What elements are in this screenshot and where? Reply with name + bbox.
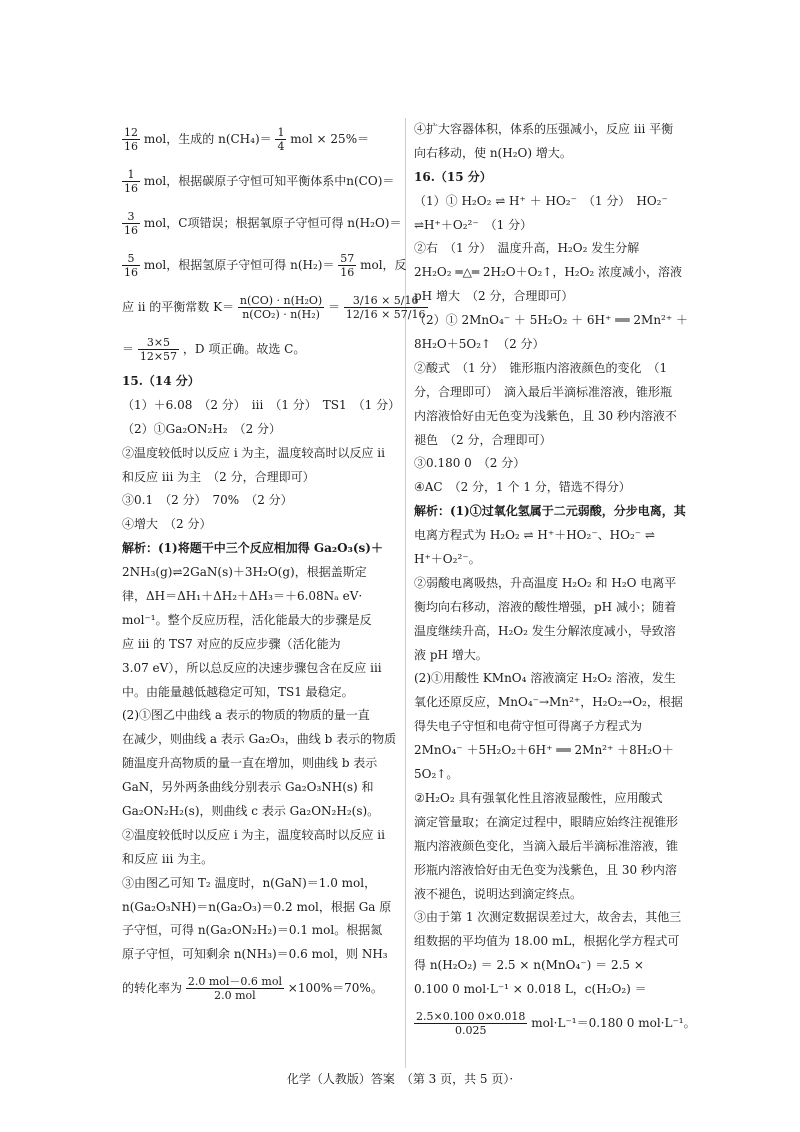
- left-text-line: 和反应 iii 为主。: [122, 851, 214, 866]
- left-text-line: GaN，另外两条曲线分别表示 Ga₂O₃NH(s) 和: [122, 780, 374, 795]
- left-line-2: $\frac{1}{16}$ mol，根据碳原子守恒可知平衡体系中n(CO)＝: [124, 168, 395, 195]
- left-text-line: Ga₂ON₂H₂(s)，则曲线 c 表示 Ga₂ON₂H₂(s)。: [122, 804, 380, 819]
- right-text-line: 瓶内溶液颜色变化，当滴入最后半滴标准溶液，锥: [414, 838, 679, 853]
- left-text-line: ③由图乙可知 T₂ 温度时，n(GaN)＝1.0 mol，: [122, 875, 377, 890]
- left-text-line: (2)①图乙中曲线 a 表示的物质的物质的量一直: [122, 708, 370, 723]
- fraction: $\frac{1}{4}$: [277, 126, 285, 153]
- left-column: [122, 118, 426, 1009]
- right-text-line: 电离方程式为 H₂O₂ ⇌ H⁺＋HO₂⁻、HO₂⁻ ⇌: [414, 528, 655, 543]
- right-text-line: ⇌H⁺＋O₂²⁻ （1 分）: [414, 217, 533, 232]
- fraction: $\frac{3\times 5}{12\times 57}$: [139, 336, 178, 363]
- right-text-line: 得失电子守恒和电荷守恒可得离子方程式为: [414, 719, 643, 734]
- left-text-line: 15.（14 分）: [122, 374, 200, 388]
- right-text-line: 0.100 0 mol·L⁻¹ × 0.018 L，c(H₂O₂) ＝: [414, 982, 647, 997]
- left-text-line: ③0.1 （2 分） 70% （2 分）: [122, 493, 293, 508]
- right-text-line: 向右移动，使 n(H₂O) 增大。: [414, 145, 572, 160]
- left-text-line: 2NH₃(g)⇌2GaN(s)＋3H₂O(g)，根据盖斯定: [122, 565, 367, 580]
- right-text-line: 2MnO₄⁻ ＋5H₂O₂＋6H⁺ ══ 2Mn²⁺ ＋8H₂O＋: [414, 743, 674, 758]
- right-text-line: 5O₂↑。: [414, 767, 459, 782]
- right-text-line: 衡均向右移动，溶液的酸性增强，pH 减小；随着: [414, 599, 676, 614]
- left-line-last: 的转化率为 $\frac{\text{2.0 mol－0.6 mol}}{\text{2.0 mol}}$ ×100%＝70%。: [122, 975, 383, 1003]
- right-text-line: H⁺＋O₂²⁻。: [414, 552, 481, 567]
- left-text-line: ②温度较低时以反应 i 为主，温度较高时以反应 ii: [122, 827, 385, 842]
- page-footer: 化学（人教版）答案 （第 3 页，共 5 页）·: [286, 1072, 514, 1086]
- right-text-line: 组数据的平均值为 18.00 mL，根据化学方程式可: [414, 934, 680, 949]
- right-text-line: 2H₂O₂ ═△═ 2H₂O＋O₂↑，H₂O₂ 浓度减小，溶液: [414, 265, 683, 280]
- right-text-line: pH 增大 （2 分，合理即可）: [414, 289, 574, 304]
- right-text-line: ②弱酸电离吸热，升高温度 H₂O₂ 和 H₂O 电离平: [414, 575, 677, 590]
- left-text-line: ②温度较低时以反应 i 为主，温度较高时以反应 ii: [122, 445, 385, 460]
- right-text-line: 得 n(H₂O₂) ＝ 2.5 × n(MnO₄⁻) ＝ 2.5 ×: [414, 958, 644, 973]
- fraction: $\frac{57}{16}$: [340, 252, 355, 279]
- left-text-line: 应 iii 的 TS7 对应的反应步骤（活化能为: [122, 636, 341, 651]
- right-text-line: （1）① H₂O₂ ⇌ H⁺ ＋ HO₂⁻ （1 分） HO₂⁻: [414, 193, 668, 208]
- left-text-line: 和反应 iii 为主 （2 分，合理即可）: [122, 469, 315, 484]
- left-text-line: 律，ΔH＝ΔH₁＋ΔH₂＋ΔH₃＝＋6.08Nₐ eV·: [122, 589, 363, 604]
- left-text-line: 在减少，则曲线 a 表示 Ga₂O₃，曲线 b 表示的物质: [122, 732, 397, 747]
- right-text-line: ③由于第 1 次测定数据误差过大，故舍去，其他三: [414, 910, 682, 925]
- left-text-line: mol⁻¹。整个反应历程，活化能最大的步骤是反: [122, 612, 372, 627]
- right-text-line: 8H₂O＋5O₂↑ （2 分）: [414, 337, 545, 352]
- right-line-last: $\frac{2.5\times 0.100 0\times 0.018}{0.025}$ mol·L⁻¹＝0.180 0 mol·L⁻¹。: [416, 1009, 696, 1037]
- right-text-line: （2）① 2MnO₄⁻ ＋ 5H₂O₂ ＋ 6H⁺ ══ 2Mn²⁺ ＋: [414, 313, 689, 328]
- left-text-line: 3.07 eV），所以总反应的决速步骤包含在反应 iii: [122, 660, 382, 675]
- left-line-3: $\frac{3}{16}$ mol，C项错误；根据氧原子守恒可得 n(H₂O)＝: [124, 210, 402, 237]
- right-text-line: 褪色 （2 分，合理即可）: [414, 432, 552, 447]
- fraction: $\frac{3/16 \times 5/16}{12/16 \times 57/16}$: [345, 294, 426, 321]
- right-text-line: 液 pH 增大。: [414, 647, 488, 662]
- fraction: $\frac{1}{16}$: [124, 168, 138, 195]
- right-text-line: ④扩大容器体积，体系的压强减小，反应 iii 平衡: [414, 122, 674, 136]
- right-text-line: ④AC （2 分，1 个 1 分，错选不得分）: [414, 480, 631, 495]
- right-text-line: 形瓶内溶液恰好由无色变为浅紫色，且 30 秒内溶: [414, 862, 677, 877]
- right-text-line: ②H₂O₂ 具有强氧化性且溶液显酸性，应用酸式: [414, 790, 663, 805]
- right-text-line: 氧化还原反应，MnO₄⁻→Mn²⁺，H₂O₂→O₂，根据: [414, 695, 683, 710]
- right-text-line: 分，合理即可） 滴入最后半滴标准溶液，锥形瓶: [414, 384, 673, 399]
- right-text-line: 液不褪色，说明达到滴定终点。: [414, 886, 583, 901]
- left-text-line: （2）①Ga₂ON₂H₂ （2 分）: [122, 421, 282, 436]
- fraction: $\frac{\text{2.0 mol－0.6 mol}}{\text{2.0 mol}}$: [187, 975, 282, 1003]
- left-line-1: $\frac{12}{16}$ mol，生成的 n(CH₄)＝ $\frac{1}{4}$ mol × 25%＝: [124, 126, 370, 153]
- right-text-line: 温度继续升高，H₂O₂ 发生分解浓度减小，导致溶: [414, 623, 676, 638]
- right-text-line: 内溶液恰好由无色变为浅紫色，且 30 秒内溶液不: [414, 408, 677, 423]
- left-text-line: 解析：(1)将题干中三个反应相加得 Ga₂O₃(s)＋: [122, 541, 383, 556]
- fraction: $\frac{12}{16}$: [124, 126, 138, 153]
- right-text-line: ②右 （1 分） 温度升高，H₂O₂ 发生分解: [414, 241, 640, 256]
- right-text-line: 解析：(1)①过氧化氢属于二元弱酸，分步电离，其: [414, 504, 686, 519]
- fraction: $\frac{5}{16}$: [124, 252, 138, 279]
- left-text-line: 子守恒，可得 n(Ga₂ON₂H₂)＝0.1 mol。根据氮: [122, 923, 383, 938]
- right-text-line: ②酸式 （1 分） 锥形瓶内溶液颜色的变化 （1: [414, 360, 668, 375]
- left-text-line: 中。由能量越低越稳定可知，TS1 最稳定。: [122, 684, 354, 699]
- left-text-line: 原子守恒，可知剩余 n(NH₃)＝0.6 mol，则 NH₃: [122, 947, 388, 962]
- left-text-line: （1）＋6.08 （2 分） iii （1 分） TS1 （1 分）: [122, 397, 401, 412]
- question-16-header: 16.（15 分）: [414, 169, 492, 184]
- right-column: [414, 118, 706, 1044]
- left-text-line: 随温度升高物质的量一直在增加，则曲线 b 表示: [122, 756, 378, 771]
- fraction: $\frac{3}{16}$: [124, 210, 138, 237]
- left-line-4: $\frac{5}{16}$ mol，根据氢原子守恒可得 n(H₂)＝ $\frac{57}{16}$ mol，反: [124, 252, 407, 279]
- left-line-6: ＝ $\frac{3\times 5}{12\times 57}$ ，D 项正确。故选 C。: [122, 336, 306, 363]
- left-text-line: n(Ga₂O₃NH)＝n(Ga₂O₃)＝0.2 mol，根据 Ga 原: [122, 899, 392, 914]
- fraction: $\frac{2.5\times 0.100 0\times 0.018}{0.025}$: [416, 1009, 526, 1037]
- left-text-line: ④增大 （2 分）: [122, 517, 212, 532]
- left-line-5: 应 ii 的平衡常数 K＝ $\frac{\text{n(CO) · n(H₂O)}}{\text{n(CO₂) · n(H₂)}}$ ＝ $\frac{3/16 \times 5/16}{12/16 \times 57/16}$: [122, 294, 426, 321]
- right-text-line: ③0.180 0 （2 分）: [414, 456, 526, 471]
- right-text-line: (2)①用酸性 KMnO₄ 溶液滴定 H₂O₂ 溶液，发生: [414, 671, 676, 686]
- fraction: $\frac{\text{n(CO) · n(H₂O)}}{\text{n(CO₂) · n(H₂)}}$: [239, 294, 323, 321]
- right-text-line: 滴定管量取；在滴定过程中，眼睛应始终注视锥形: [414, 814, 679, 829]
